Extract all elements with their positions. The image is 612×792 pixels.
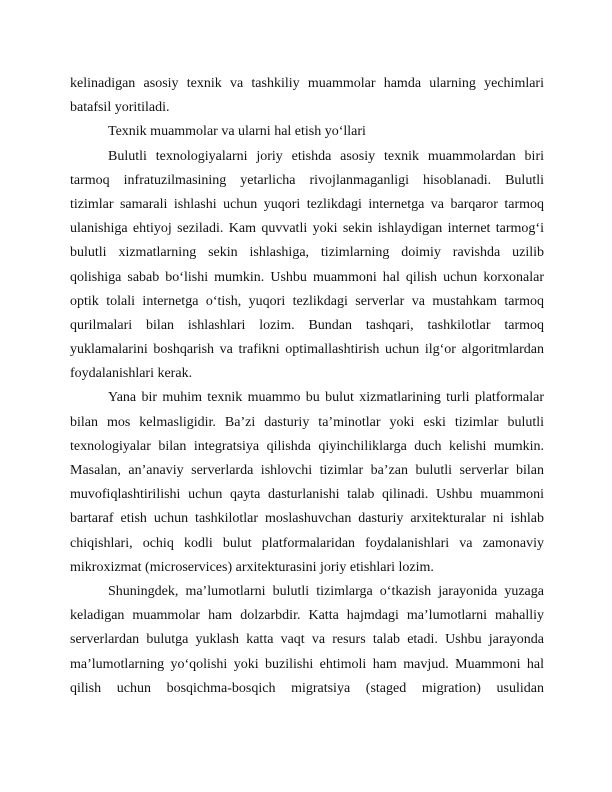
document-page [70,72,544,701]
text-line: texnologiyalar bilan integratsiya qilishda qiyinchiliklarga duch kelishi mumkin. [70,438,544,454]
text-line: keladigan muammolar ham dolzarbdir. Katta hajmdagi ma’lumotlarni mahalliy [70,608,544,624]
text-line: tizimlar samarali ishlashi uchun yuqori tezlikdagi internetga va barqaror tarmoq [70,196,544,212]
document-body [70,72,544,701]
text-line: qolishiga sabab bo‘lishi mumkin. Ushbu muammoni hal qilish uchun korxonalar [70,269,544,285]
text-line: Shuningdek, ma’lumotlarni bulutli tizimlarga o‘tkazish jarayonida yuzaga [108,583,544,599]
text-line: qilish uchun bosqichma-bosqich migratsiya (staged migration) usulidan [70,680,544,696]
text-line: serverlardan bulutga yuklash katta vaqt va resurs talab etadi. Ushbu jarayonda [70,632,544,648]
text-line: tarmoq infratuzilmasining yetarlicha rivojlanmaganligi hisoblanadi. Bulutli [70,172,544,188]
text-line: Bulutli texnologiyalarni joriy etishda asosiy texnik muammolardan biri [108,148,544,164]
text-line: Yana bir muhim texnik muammo bu bulut xizmatlarining turli platformalar [108,390,544,406]
text-line: qurilmalari bilan ishlashlari lozim. Bundan tashqari, tashkilotlar tarmoq [70,317,544,333]
text-line: bartaraf etish uchun tashkilotlar moslashuvchan dasturiy arxitekturalar ni ishlab [70,511,544,527]
text-line: ulanishiga ehtiyoj seziladi. Kam quvvatli yoki sekin ishlaydigan internet tarmog‘i [70,221,544,237]
text-line: foydalanishlari kerak. [70,366,193,382]
text-line: Masalan, an’anaviy serverlarda ishlovchi tizimlar ba’zan bulutli serverlar bilan [70,463,544,478]
text-line: yuklamalarini boshqarish va trafikni optimallashtirish uchun ilg‘or algoritmlardan [70,342,544,358]
text-line: kelinadigan asosiy texnik va tashkiliy muammolar hamda ularning yechimlari [70,76,544,91]
text-line: bulutli xizmatlarning sekin ishlashiga, tizimlarning doimiy ravishda uzilib [70,245,544,261]
text-line: Texnik muammolar va ularni hal etish yo‘llari [108,124,366,140]
text-line: optik tolali internetga o‘tish, yuqori tezlikdagi serverlar va mustahkam tarmoq [70,293,544,309]
text-line: muvofiqlashtirilishi uchun qayta dasturlanishi talab qilinadi. Ushbu muammoni [70,487,544,503]
text-line: ma’lumotlarning yo‘qolishi yoki buzilishi ehtimoli ham mavjud. Muammoni hal [70,656,544,672]
text-line: bilan mos kelmasligidir. Ba’zi dasturiy ta’minotlar yoki eski tizimlar bulutli [70,414,544,430]
text-line: batafsil yoritiladi. [70,100,170,116]
text-line: mikroxizmat (microservices) arxitekturasini joriy etishlari lozim. [70,559,434,575]
text-line: chiqishlari, ochiq kodli bulut platformalaridan foydalanishlari va zamonaviy [70,535,544,551]
